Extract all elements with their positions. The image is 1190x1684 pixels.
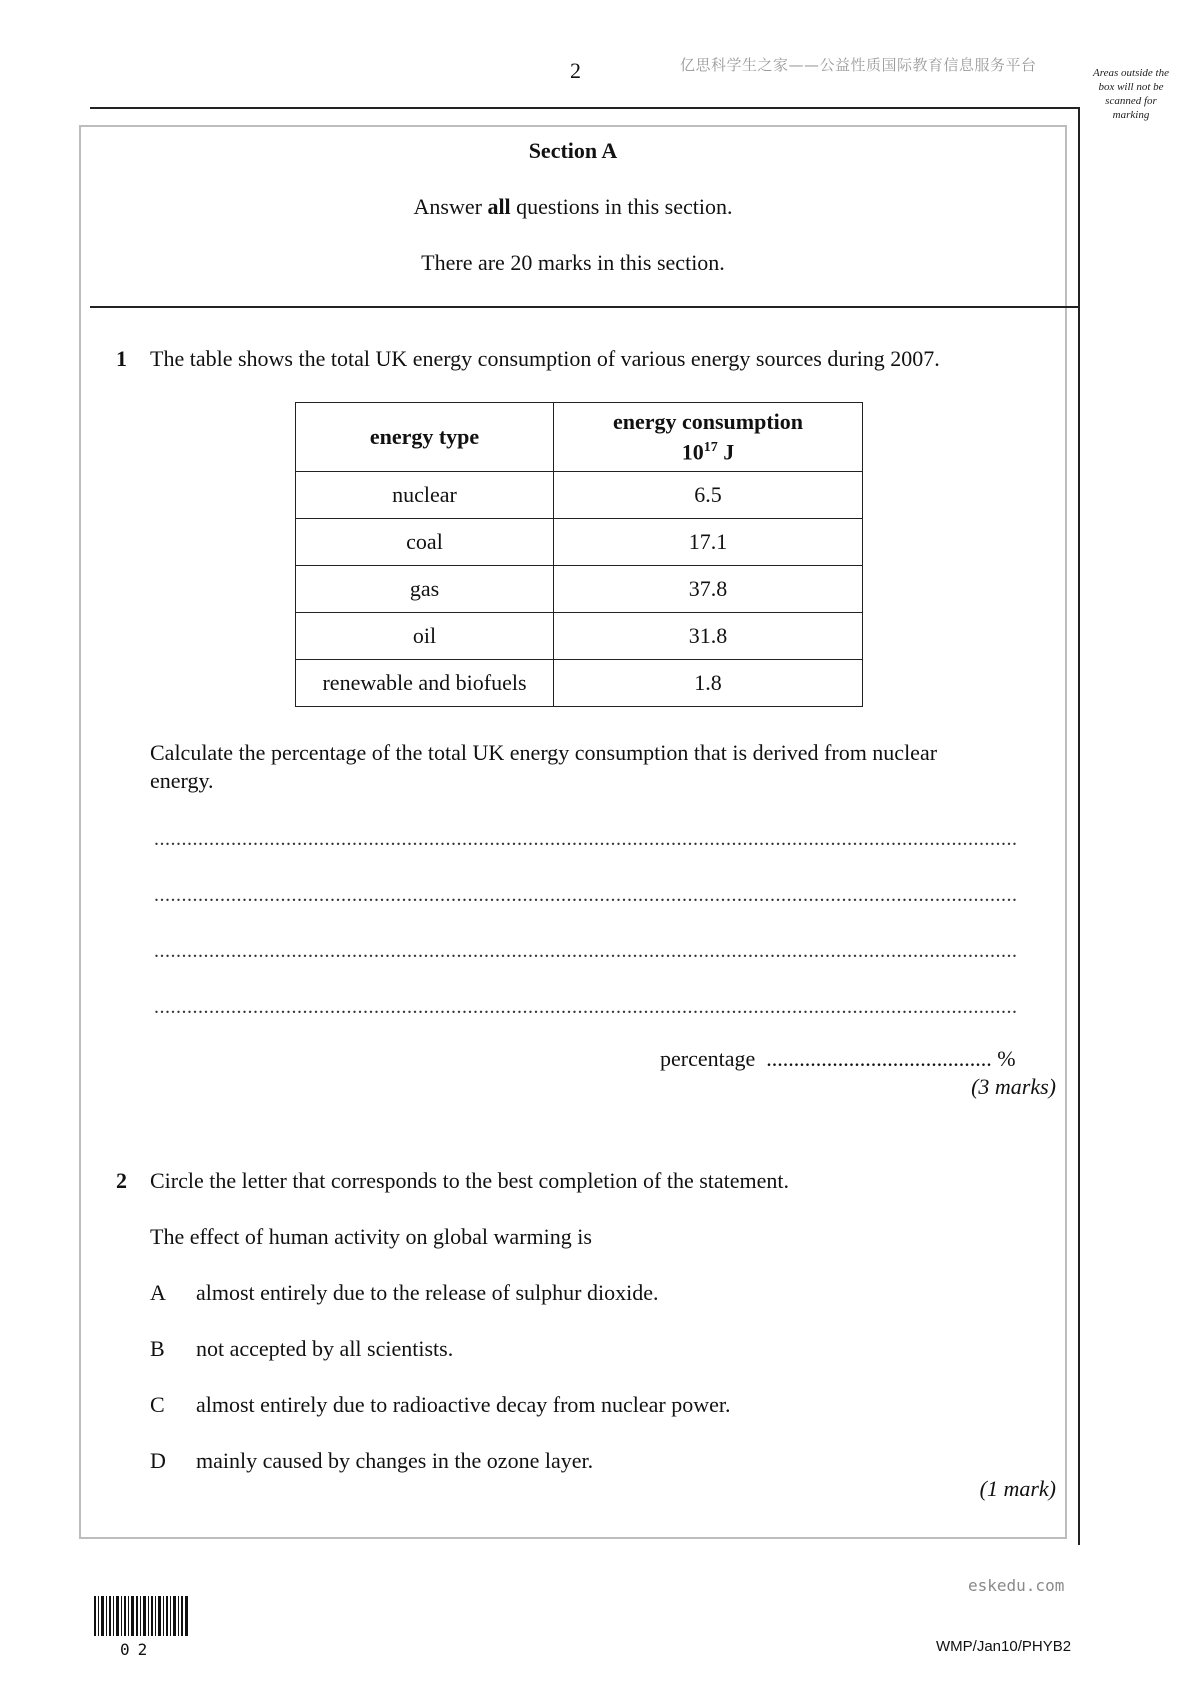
cell-type: nuclear bbox=[296, 472, 554, 519]
question-1-intro: The table shows the total UK energy consumption of various energy sources during 2007. bbox=[150, 346, 940, 371]
option-c-text: almost entirely due to radioactive decay from nuclear power. bbox=[196, 1392, 731, 1417]
answer-line-2[interactable]: ............................................................................................................................................................. bbox=[154, 884, 1018, 904]
cell-value: 17.1 bbox=[554, 519, 863, 566]
cell-value: 37.8 bbox=[554, 566, 863, 613]
paper-code: WMP/Jan10/PHYB2 bbox=[936, 1638, 1072, 1655]
option-b-text: not accepted by all scientists. bbox=[196, 1336, 454, 1361]
header-energy-consumption: energy consumption $10^{17}$ J bbox=[554, 403, 863, 472]
cell-value: 31.8 bbox=[554, 613, 863, 660]
option-b-letter[interactable]: B bbox=[150, 1336, 165, 1361]
table-header-row bbox=[296, 403, 863, 472]
margin-line bbox=[1078, 107, 1080, 1545]
question-1-prompt-line2: energy. bbox=[150, 768, 214, 793]
header-energy-type: energy type bbox=[296, 403, 554, 472]
option-a-letter[interactable]: A bbox=[150, 1280, 166, 1305]
percentage-dots: ......................................... bbox=[766, 1046, 992, 1071]
section-title: Section A bbox=[528, 138, 618, 163]
percentage-answer-field[interactable] bbox=[660, 1046, 1016, 1072]
cell-value: 6.5 bbox=[554, 472, 863, 519]
question-2-intro: Circle the letter that corresponds to the best completion of the statement. bbox=[150, 1168, 790, 1193]
option-d-letter[interactable]: D bbox=[150, 1448, 166, 1473]
footer-watermark: eskedu.com bbox=[968, 1576, 1065, 1595]
instruction-emphasis: all bbox=[487, 194, 511, 219]
answer-line-4[interactable]: ............................................................................................................................................................. bbox=[154, 996, 1018, 1016]
cell-type: gas bbox=[296, 566, 554, 613]
option-c-letter[interactable]: C bbox=[150, 1392, 165, 1417]
section-divider bbox=[90, 306, 1080, 308]
answer-line-1[interactable]: ............................................................................................................................................................. bbox=[154, 828, 1018, 848]
option-a-text: almost entirely due to the release of sulphur dioxide. bbox=[196, 1280, 659, 1305]
cell-value: 1.8 bbox=[554, 660, 863, 707]
percentage-unit: % bbox=[997, 1046, 1016, 1071]
percentage-label: percentage bbox=[660, 1046, 756, 1071]
table-row bbox=[296, 472, 863, 519]
barcode-icon bbox=[94, 1596, 188, 1636]
table-row bbox=[296, 566, 863, 613]
barcode-number: 02 bbox=[120, 1640, 156, 1659]
table-row bbox=[296, 613, 863, 660]
margin-note: Areas outside the box will not be scanned for marking bbox=[1093, 67, 1169, 121]
top-rule bbox=[90, 107, 1078, 109]
question-1-marks: (3 marks) bbox=[971, 1074, 1056, 1099]
question-2-marks: (1 mark) bbox=[979, 1476, 1056, 1501]
cell-type: oil bbox=[296, 613, 554, 660]
question-1-prompt-line1: Calculate the percentage of the total UK energy consumption that is derived from nuclear bbox=[150, 740, 938, 765]
section-instruction: Answer all questions in this section. bbox=[413, 194, 733, 219]
table-row bbox=[296, 660, 863, 707]
page-number: 2 bbox=[570, 58, 581, 83]
question-2-stem: The effect of human activity on global warming is bbox=[150, 1224, 592, 1249]
header-watermark: 亿思科学生之家——公益性质国际教育信息服务平台 bbox=[680, 56, 1037, 74]
question-2-number: 2 bbox=[116, 1168, 127, 1193]
energy-table bbox=[295, 402, 863, 707]
table-row bbox=[296, 519, 863, 566]
question-1-number: 1 bbox=[116, 346, 127, 371]
section-marks-note: There are 20 marks in this section. bbox=[421, 250, 725, 275]
answer-line-3[interactable]: ............................................................................................................................................................. bbox=[154, 940, 1018, 960]
cell-type: renewable and biofuels bbox=[296, 660, 554, 707]
cell-type: coal bbox=[296, 519, 554, 566]
option-d-text: mainly caused by changes in the ozone layer. bbox=[196, 1448, 594, 1473]
